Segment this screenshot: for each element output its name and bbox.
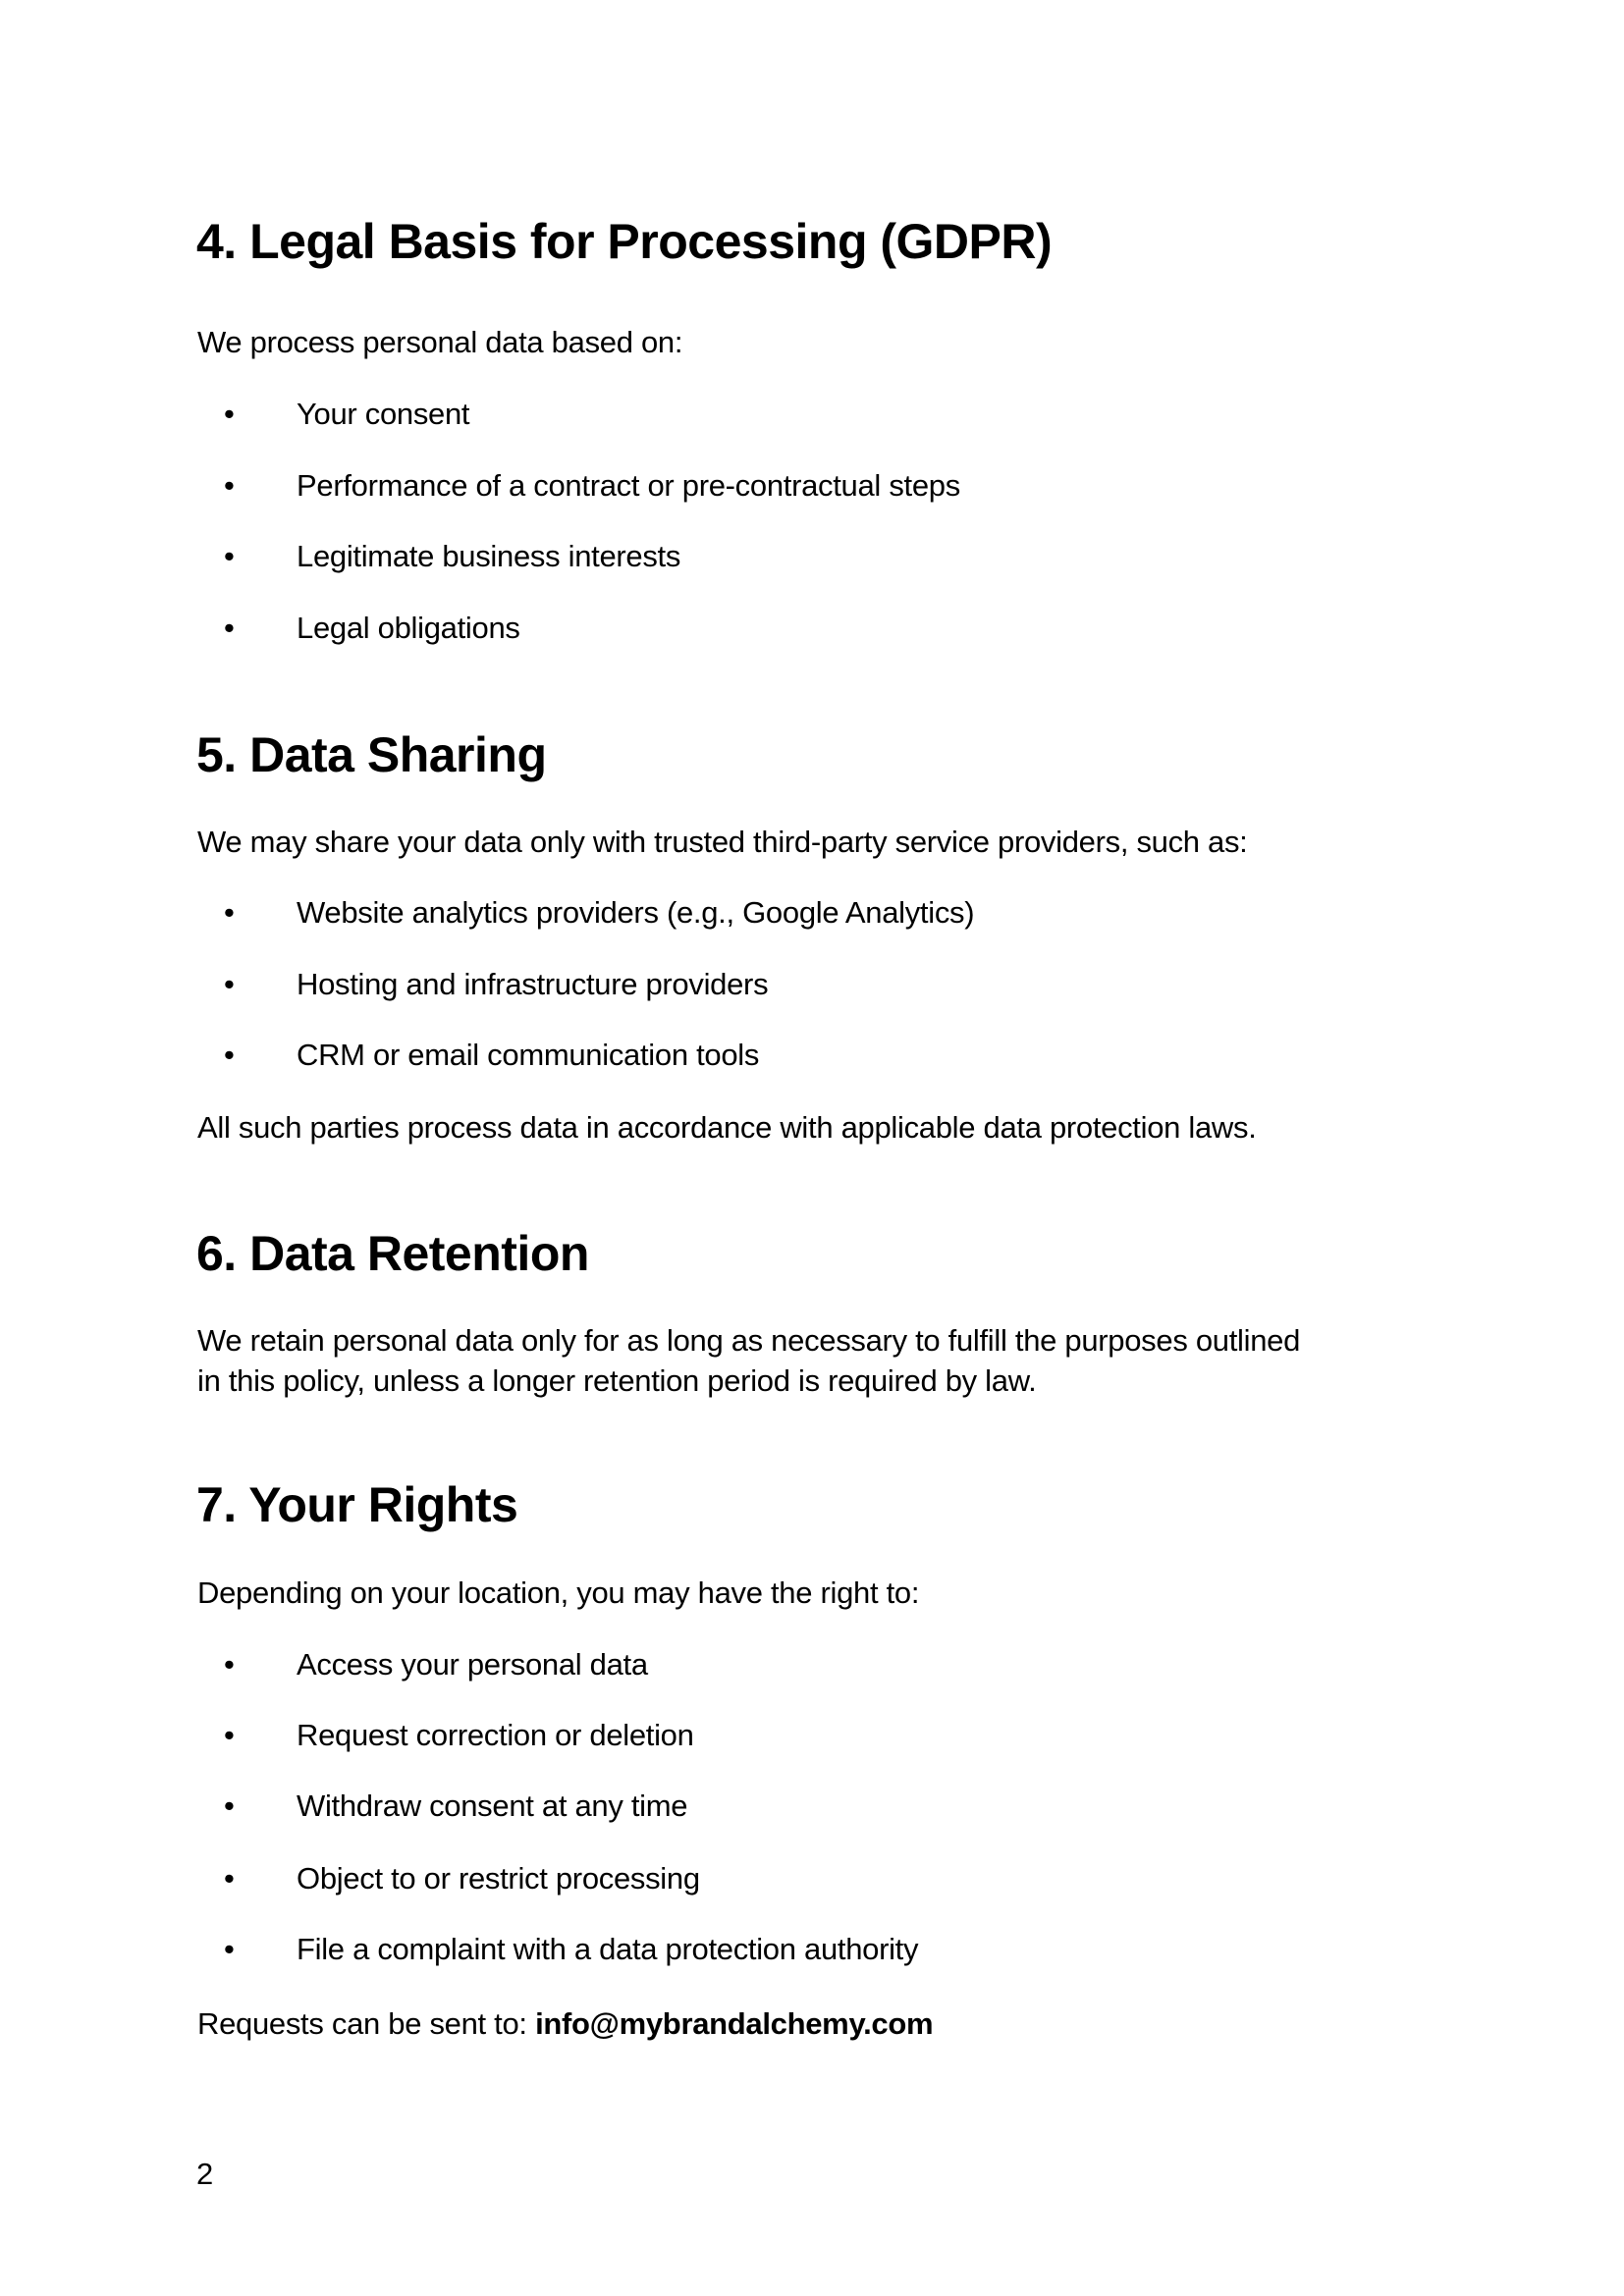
list-item: [0, 1863, 1624, 1902]
list-item: [0, 613, 1624, 652]
list-item-text: Legal obligations: [297, 611, 520, 645]
bullet-icon: •: [224, 1932, 235, 1966]
section-6-line-2: in this policy, unless a longer retention period is required by law.: [197, 1363, 1037, 1398]
bullet-icon: •: [224, 397, 235, 431]
list-item: [0, 1934, 1624, 1973]
section-5-intro: We may share your data only with trusted third-party service providers, such as:: [197, 825, 1248, 859]
list-item: [0, 1790, 1624, 1830]
section-7-heading: 7. Your Rights: [196, 1477, 518, 1532]
contact-line: [197, 2008, 933, 2039]
contact-prefix: Requests can be sent to:: [197, 2006, 536, 2041]
bullet-icon: •: [224, 611, 235, 645]
bullet-icon: •: [224, 468, 235, 503]
list-item: [0, 541, 1624, 580]
list-item: [0, 399, 1624, 438]
list-item: [0, 1720, 1624, 1759]
list-item-text: Legitimate business interests: [297, 539, 681, 573]
bullet-icon: •: [224, 1038, 235, 1072]
list-item-text: Object to or restrict processing: [297, 1861, 700, 1896]
list-item: [0, 470, 1624, 509]
section-5-heading: 5. Data Sharing: [196, 727, 547, 782]
section-4-heading: 4. Legal Basis for Processing (GDPR): [196, 214, 1053, 269]
section-4-intro: We process personal data based on:: [197, 325, 683, 359]
list-item: [0, 1649, 1624, 1688]
list-item-text: Hosting and infrastructure providers: [297, 967, 769, 1001]
list-item-text: Your consent: [297, 397, 470, 431]
section-7-intro: Depending on your location, you may have the right to:: [197, 1575, 920, 1610]
list-item-text: Performance of a contract or pre-contractual steps: [297, 468, 960, 503]
bullet-icon: •: [224, 967, 235, 1001]
section-6-line-1: We retain personal data only for as long as necessary to fulfill the purposes outlined: [197, 1323, 1301, 1358]
section-5-outro: All such parties process data in accordance with applicable data protection laws.: [197, 1110, 1257, 1145]
bullet-icon: •: [224, 1861, 235, 1896]
list-item-text: Withdraw consent at any time: [297, 1789, 688, 1823]
list-item: [0, 1040, 1624, 1079]
page-number: 2: [196, 2157, 214, 2191]
bullet-icon: •: [224, 1789, 235, 1823]
list-item: [0, 897, 1624, 936]
bullet-icon: •: [224, 895, 235, 930]
list-item-text: Website analytics providers (e.g., Google Analytics): [297, 895, 975, 930]
bullet-icon: •: [224, 1718, 235, 1752]
bullet-icon: •: [224, 539, 235, 573]
section-6-heading: 6. Data Retention: [196, 1226, 589, 1281]
list-item-text: Request correction or deletion: [297, 1718, 694, 1752]
list-item: [0, 969, 1624, 1008]
list-item-text: File a complaint with a data protection authority: [297, 1932, 919, 1966]
list-item-text: CRM or email communication tools: [297, 1038, 760, 1072]
list-item-text: Access your personal data: [297, 1647, 648, 1682]
bullet-icon: •: [224, 1647, 235, 1682]
contact-email-link[interactable]: info@mybrandalchemy.com: [535, 2006, 934, 2041]
